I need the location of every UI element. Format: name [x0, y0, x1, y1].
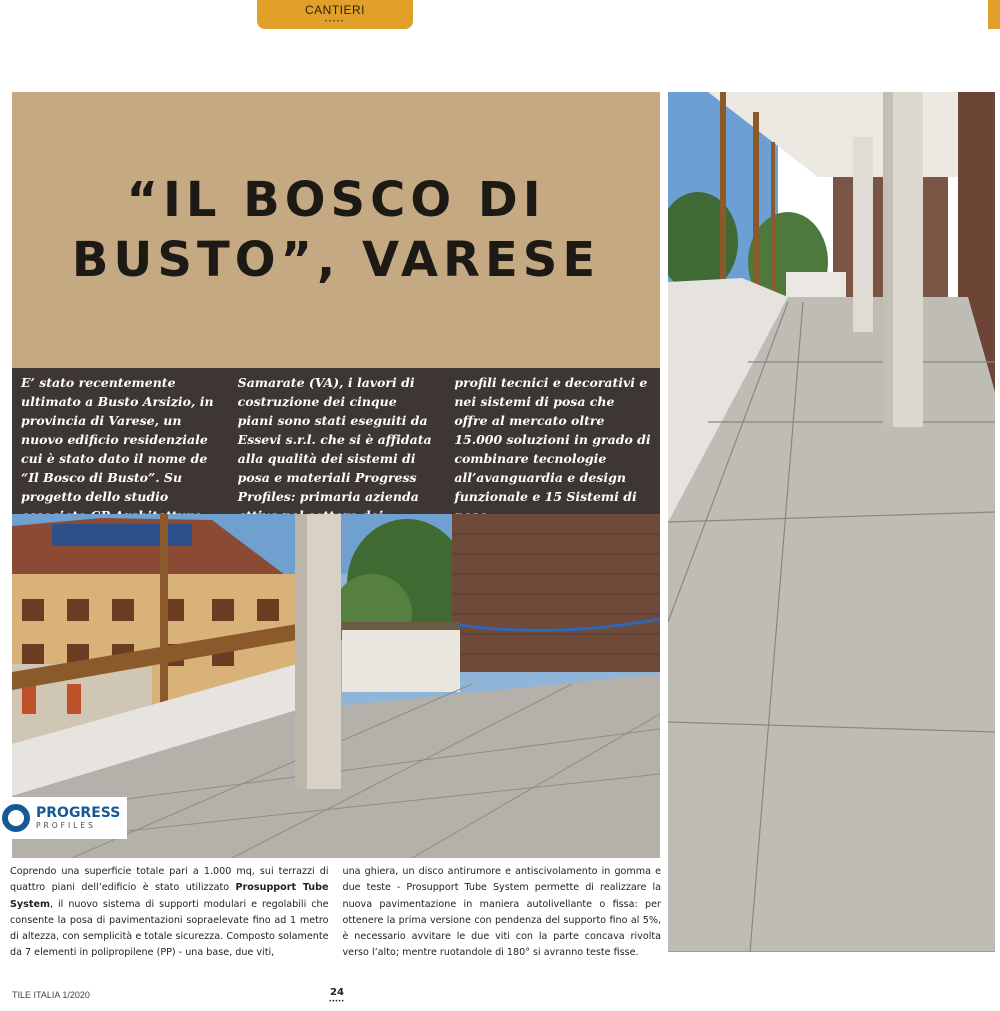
- intro-column-1: E’ stato recentemente ultimato a Busto Arsizio, in provincia di Varese, un nuovo edificio residenziale cui è stato dato il nome de “Il Bosco di Busto”. Su progetto dello studio: [21, 375, 214, 504]
- title-line-1: “IL BOSCO DI: [126, 172, 546, 228]
- balcony-photo-illustration: [668, 92, 995, 952]
- body-column-2: una ghiera, un disco antirumore e antiscivolamento in gomma e due teste - Prosupport Tube System permette di realizzare la nuova pavimentazione in maniera autolivellante o fissa: per ottenere la prima versione con pendenza del supporto fino al 5%, è necessario avvitare le due viti con la parte concava rivolta verso l’alto; mentre ruotandole di 180° si avranno teste fisse.: [342, 866, 661, 959]
- title-block: [12, 92, 660, 368]
- page-dots: •••••: [329, 999, 345, 1005]
- body-text: [10, 864, 661, 962]
- article-title: [72, 170, 600, 290]
- intro-column-2: Samarate (VA), i lavori di costruzione dei cinque piani sono stati eseguiti da Essevi s.r.l. che si è affidata alla qualità dei sistemi di posa e materiali Progress Profiles: primaria azienda: [237, 375, 432, 504]
- logo-line-1: PROGRESS: [36, 805, 121, 822]
- page-number: 24: [330, 987, 344, 998]
- logo-mark-icon: [2, 804, 30, 832]
- edge-tab: [988, 0, 1000, 29]
- section-tab: [257, 0, 413, 29]
- title-line-2: BUSTO”, VARESE: [71, 232, 601, 288]
- body-col1-start: Coprendo una superficie totale pari a 1.000 mq, sui terrazzi di quattro piani dell’edificio è stato utilizzato: [10, 866, 329, 894]
- progress-profiles-logo: [0, 797, 127, 839]
- page-number-block: [318, 988, 356, 1006]
- body-column-1: [10, 864, 329, 962]
- product-name: Prosupport Tube System: [10, 882, 329, 910]
- logo-line-2: PROFILES: [36, 821, 96, 831]
- balcony-photo: [668, 92, 995, 952]
- intro-box: [12, 368, 660, 514]
- intro-column-3: profili tecnici e decorativi e nei sistemi di posa che offre al mercato oltre 15.000 soluzioni in grado di combinare tecnologie all’avanguardia e design funzionale e 15 Sistemi di: [454, 375, 651, 504]
- body-col1-end: , il nuovo sistema di supporti modulari e regolabili che consente la posa di pavimentazioni sopraelevate fino ad 1 metro di altezza, con semplicità e totale sicurezza. Composto solamente da 7 elementi in polipropilene (PP) - una base, due viti,: [10, 898, 329, 959]
- section-dots: •••••: [324, 19, 346, 25]
- section-label: CANTIERI: [304, 3, 365, 17]
- magazine-issue: TILE ITALIA 1/2020: [12, 990, 90, 1000]
